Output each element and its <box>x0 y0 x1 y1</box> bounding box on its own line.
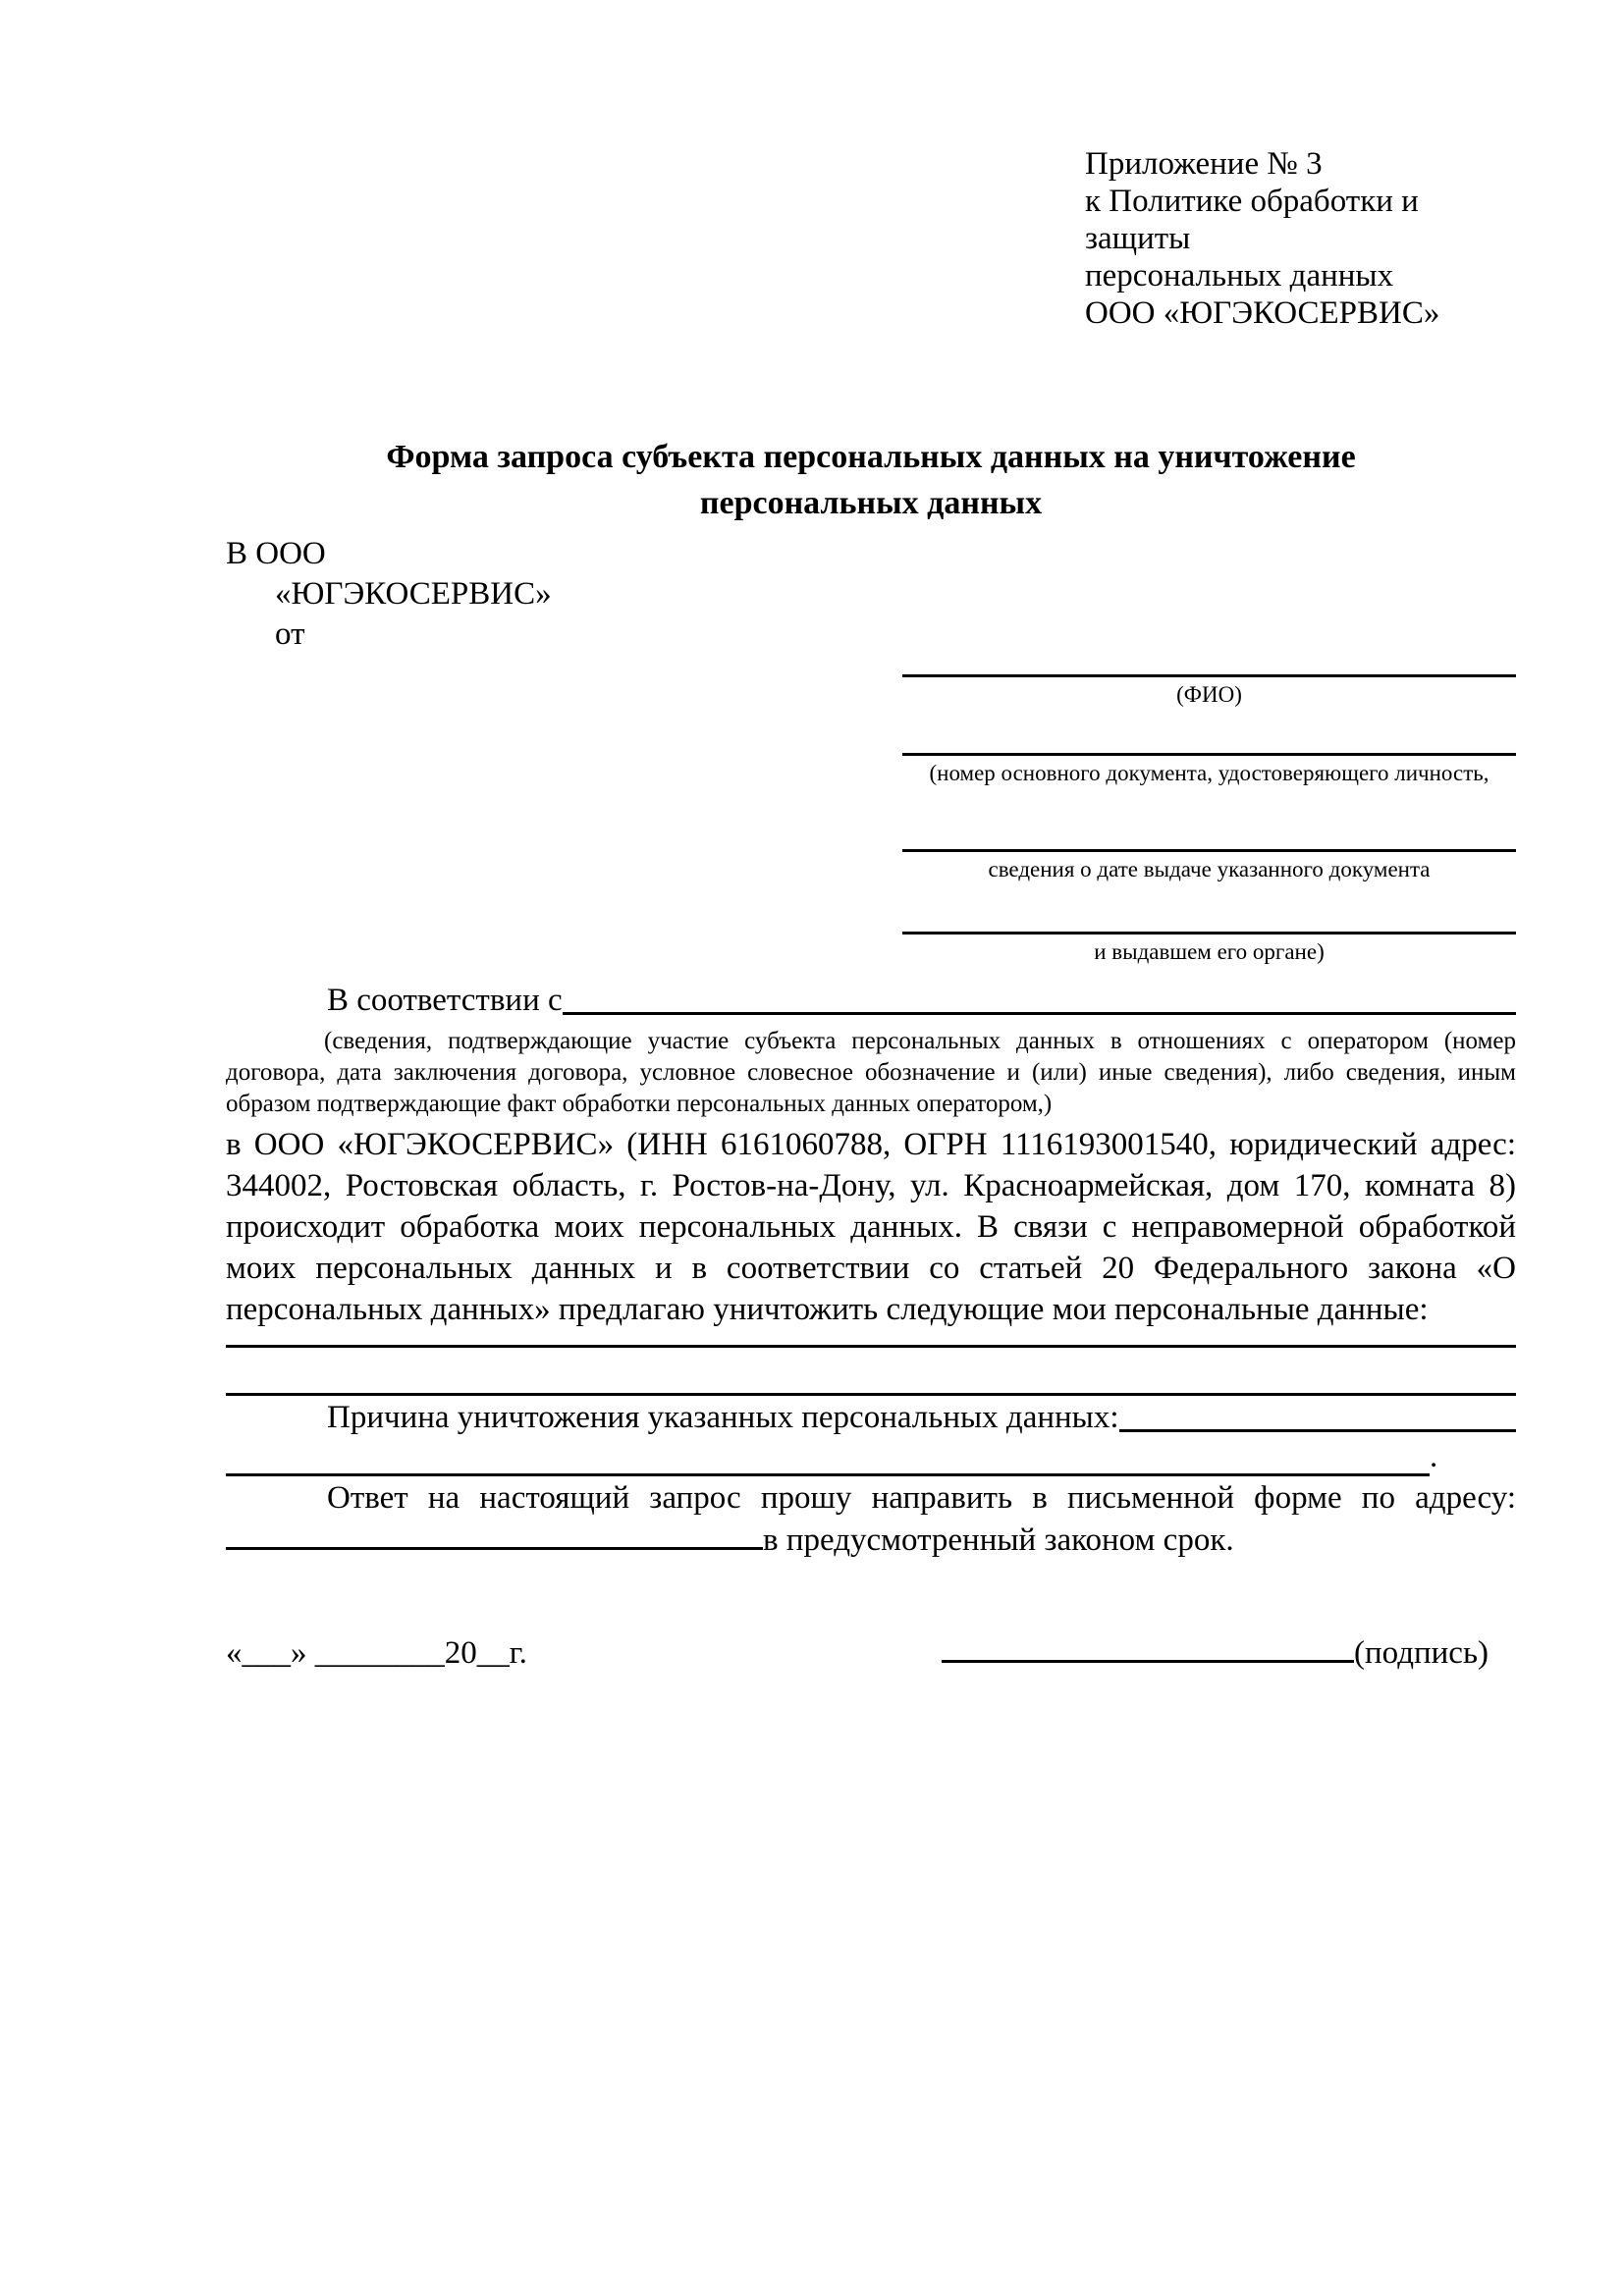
addressee-block <box>226 534 1516 655</box>
blank-line-fio <box>902 674 1516 677</box>
accordance-row <box>226 981 1516 1020</box>
annex-line: к Политике обработки и защиты <box>1085 184 1419 256</box>
field-label-document-number: (номер основного документа, удостоверяющего личность, <box>929 761 1489 785</box>
form-title-line-1: Форма запроса субъекта персональных данных на уничтожение <box>386 439 1356 475</box>
annex-line: Приложение № 3 <box>1085 146 1323 182</box>
blank-line-document-number <box>902 753 1516 756</box>
period-mark: . <box>1430 1439 1438 1474</box>
response-suffix: в предусмотренный законом срок. <box>763 1522 1234 1558</box>
blank-line-accordance <box>563 1012 1516 1015</box>
blank-line-address <box>226 1518 763 1550</box>
reason-continuation-row <box>226 1437 1516 1476</box>
blank-line-data-1 <box>226 1330 1516 1348</box>
form-title-line-2: персональных данных <box>699 485 1043 521</box>
form-title <box>226 434 1516 526</box>
addressee-line-3: от <box>275 616 305 652</box>
reason-row <box>226 1398 1516 1437</box>
blank-line-issuing-authority <box>902 932 1516 934</box>
signature-label: (подпись) <box>1354 1635 1489 1671</box>
field-label-issue-date: сведения о дате выдаче указанного документа <box>988 857 1431 881</box>
addressee-line-1: В ООО <box>226 536 326 571</box>
blank-line-issue-date <box>902 849 1516 852</box>
annex-line: ООО «ЮГЭКОСЕРВИС» <box>1085 295 1440 331</box>
date-line: «___» ________20__г. <box>226 1635 527 1671</box>
field-label-fio: (ФИО) <box>1176 682 1242 707</box>
field-document-number <box>902 753 1516 786</box>
addressee-line-2: «ЮГЭКОСЕРВИС» <box>275 576 552 612</box>
response-address-row <box>226 1518 1516 1560</box>
fill-in-fields <box>902 674 1516 965</box>
reason-label: Причина уничтожения указанных персональных данных: <box>327 1400 1119 1435</box>
field-fio <box>902 674 1516 708</box>
signature-group <box>942 1630 1489 1673</box>
field-issue-date <box>902 849 1516 882</box>
date-signature-row <box>226 1630 1516 1673</box>
blank-line-data-2 <box>226 1348 1516 1396</box>
response-paragraph: Ответ на настоящий запрос прошу направить в письменной форме по адресу: <box>327 1480 1516 1516</box>
blank-line-reason <box>1119 1429 1516 1432</box>
body-paragraph: в ООО «ЮГЭКОСЕРВИС» (ИНН 6161060788, ОГРН 1116193001540, юридический адрес: 344002, Ростовская область, г. Ростов-на-Дону, ул. Красноармейская, дом 170, комната 8) происходит обработка моих персональных данных. В связи с неправомерной обработкой моих персональных данных и в соответствии со статьей 20 Федерального закона «О персональных данных» предлагаю уничтожить следующие мои персональные данные: <box>226 1127 1516 1327</box>
annex-header <box>1085 145 1516 332</box>
annex-line: персональных данных <box>1085 258 1394 294</box>
accordance-prefix: В соответствии с <box>327 983 563 1018</box>
blank-line-signature <box>942 1630 1354 1663</box>
small-print-clause: (сведения, подтверждающие участие субъекта персональных данных в отношениях с оператором (номер договора, дата заключения договора, условное словесное обозначение и (или) иные сведения), либо сведения, иным образом подтверждающие факт обработки персональных данных оператором,) <box>226 1028 1516 1117</box>
field-issuing-authority <box>902 932 1516 965</box>
field-label-issuing-authority: и выдавшем его органе) <box>1094 939 1325 964</box>
blank-line-reason-2 <box>226 1440 1430 1476</box>
